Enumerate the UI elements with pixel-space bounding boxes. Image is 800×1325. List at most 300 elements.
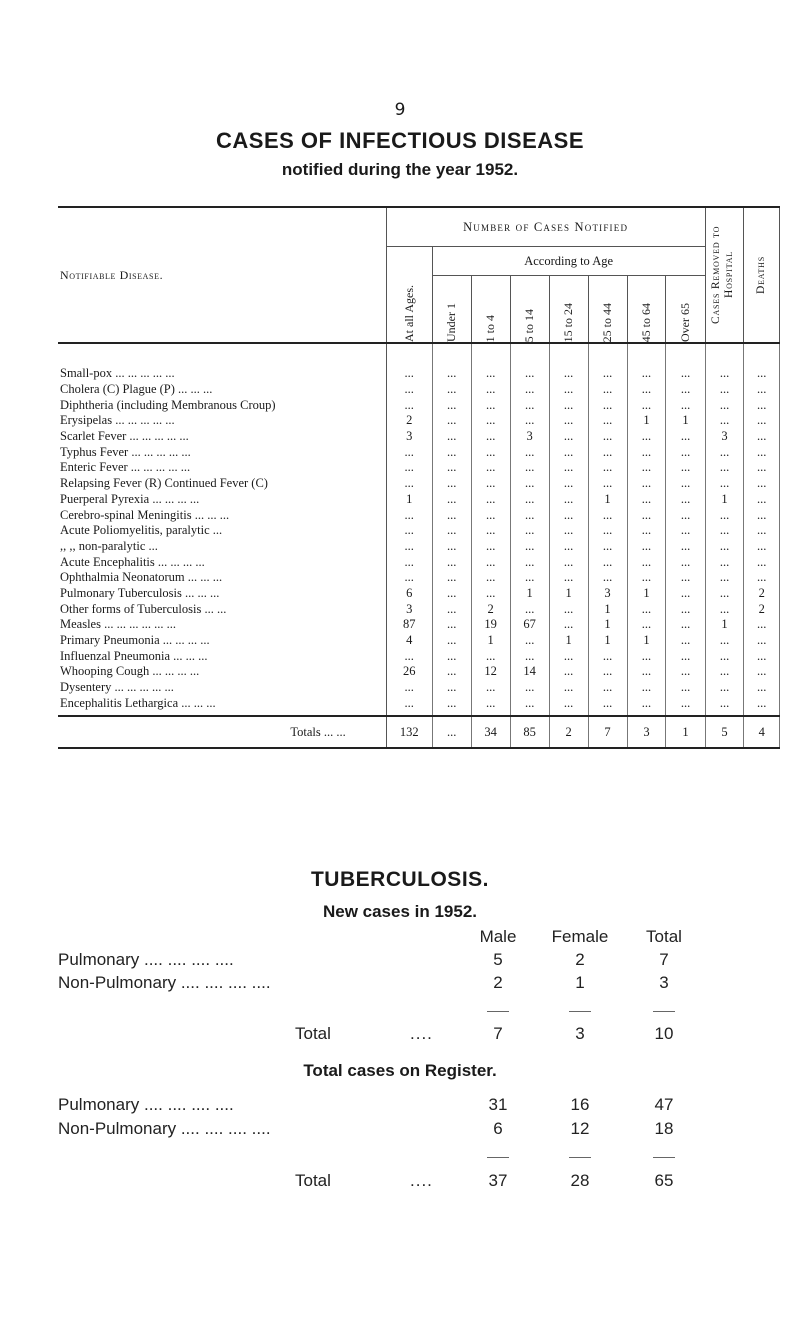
number-notified-header: Number of Cases Notified: [386, 207, 705, 247]
total-value: 10: [654, 1024, 674, 1043]
table-cell: ...: [705, 397, 744, 413]
totals-row: [58, 716, 780, 748]
table-cell: ...: [588, 648, 627, 664]
disease-name: Whooping Cough ... ... ... ...: [58, 664, 386, 680]
table-cell: ...: [588, 366, 627, 382]
table-cell: ...: [386, 648, 432, 664]
table-cell: ...: [744, 554, 780, 570]
table-cell: ...: [432, 617, 471, 633]
table-row: [58, 554, 780, 570]
table-cell: ...: [549, 680, 588, 696]
disease-name: Encephalitis Lethargica ... ... ...: [58, 695, 386, 716]
table-cell: ...: [432, 554, 471, 570]
disease-name: Small-pox ... ... ... ... ...: [58, 366, 386, 382]
table-cell: ...: [666, 554, 705, 570]
table-cell: ...: [386, 680, 432, 696]
table-cell: ...: [705, 366, 744, 382]
female-value: 2: [575, 950, 585, 969]
table-cell: ...: [510, 366, 549, 382]
table-cell: ...: [666, 382, 705, 398]
table-cell: ...: [705, 570, 744, 586]
table-cell: ...: [471, 648, 510, 664]
table-cell: 1: [588, 633, 627, 649]
table-cell: ...: [666, 444, 705, 460]
table-cell: ...: [705, 507, 744, 523]
age-band-label: 45 to 64: [638, 302, 653, 342]
table-cell: ...: [510, 695, 549, 716]
table-cell: ...: [666, 617, 705, 633]
male-value: 37: [488, 1171, 508, 1190]
table-cell: ...: [510, 460, 549, 476]
age-band-label: 25 to 44: [600, 302, 615, 342]
table-cell: ...: [705, 444, 744, 460]
table-row: [58, 586, 780, 602]
table-cell: ...: [666, 539, 705, 555]
sum-rule: [487, 1157, 509, 1158]
table-cell: ...: [549, 695, 588, 716]
disease-column-header: Notifiable Disease.: [58, 207, 386, 343]
table-cell: ...: [549, 648, 588, 664]
table-cell: ...: [705, 633, 744, 649]
table-cell: ...: [432, 444, 471, 460]
table-cell: ...: [627, 444, 666, 460]
table-cell: ...: [666, 570, 705, 586]
disease-name: Diphtheria (including Membranous Croup): [58, 397, 386, 413]
table-cell: ...: [386, 366, 432, 382]
notifiable-disease-table-wrap: [58, 206, 780, 749]
female-column-header: Female: [551, 927, 609, 946]
table-cell: ...: [549, 429, 588, 445]
table-cell: ...: [471, 507, 510, 523]
table-cell: ...: [386, 507, 432, 523]
total-value: 7: [659, 950, 669, 969]
table-cell: 1: [471, 633, 510, 649]
table-cell: 1: [549, 633, 588, 649]
table-cell: ...: [471, 680, 510, 696]
disease-name: ,, ,, non-paralytic ...: [58, 539, 386, 555]
new-pulmonary-row: [0, 950, 800, 974]
table-cell: ...: [549, 366, 588, 382]
table-cell: 14: [510, 664, 549, 680]
table-row: [58, 460, 780, 476]
table-row: [58, 413, 780, 429]
sum-rule: [653, 1157, 675, 1158]
male-value: 31: [488, 1095, 508, 1114]
leader-dots: ....: [410, 1171, 433, 1190]
table-cell: ...: [627, 382, 666, 398]
table-cell: 1: [386, 492, 432, 508]
table-cell: 3: [386, 429, 432, 445]
table-cell: ...: [705, 523, 744, 539]
age-band-header: [588, 276, 627, 344]
table-cell: ...: [432, 460, 471, 476]
table-cell: ...: [510, 570, 549, 586]
table-cell: 1: [666, 413, 705, 429]
table-cell: ...: [510, 476, 549, 492]
table-cell: 2: [744, 586, 780, 602]
table-cell: ...: [549, 382, 588, 398]
table-cell: ...: [666, 366, 705, 382]
new-total-row: [0, 1024, 800, 1048]
totals-cell: 2: [549, 716, 588, 748]
disease-name: Relapsing Fever (R) Continued Fever (C): [58, 476, 386, 492]
table-row: [58, 476, 780, 492]
table-cell: 4: [386, 633, 432, 649]
table-cell: ...: [386, 554, 432, 570]
disease-name: Acute Encephalitis ... ... ... ...: [58, 554, 386, 570]
table-cell: ...: [588, 460, 627, 476]
table-cell: ...: [627, 554, 666, 570]
totals-cell: 132: [386, 716, 432, 748]
female-value: 16: [570, 1095, 590, 1114]
table-cell: ...: [432, 633, 471, 649]
table-cell: ...: [666, 586, 705, 602]
table-cell: ...: [471, 413, 510, 429]
table-row: [58, 492, 780, 508]
new-cases-heading: New cases in 1952.: [322, 902, 478, 921]
table-cell: ...: [432, 680, 471, 696]
table-cell: ...: [386, 397, 432, 413]
total-label: Total: [295, 1024, 331, 1043]
table-cell: ...: [666, 492, 705, 508]
table-cell: ...: [510, 523, 549, 539]
table-spacer-row: [58, 343, 780, 366]
table-cell: 1: [510, 586, 549, 602]
table-cell: ...: [432, 476, 471, 492]
table-cell: ...: [432, 601, 471, 617]
age-band-label: Under 1: [444, 303, 459, 342]
table-cell: 26: [386, 664, 432, 680]
according-to-age-header: According to Age: [432, 247, 705, 276]
table-cell: ...: [386, 460, 432, 476]
total-label: Total: [295, 1171, 331, 1190]
table-cell: ...: [386, 539, 432, 555]
table-cell: ...: [510, 413, 549, 429]
table-cell: ...: [432, 492, 471, 508]
total-column-header: Total: [646, 927, 682, 946]
table-cell: ...: [744, 570, 780, 586]
table-cell: ...: [705, 460, 744, 476]
disease-name: Acute Poliomyelitis, paralytic ...: [58, 523, 386, 539]
total-value: 18: [654, 1119, 674, 1138]
table-cell: ...: [666, 601, 705, 617]
table-cell: ...: [471, 695, 510, 716]
table-cell: ...: [627, 476, 666, 492]
table-cell: ...: [744, 507, 780, 523]
table-cell: ...: [627, 570, 666, 586]
deaths-header-text: Deaths: [755, 256, 768, 294]
register-non-pulmonary-row: [0, 1119, 800, 1143]
table-cell: ...: [549, 617, 588, 633]
table-cell: ...: [627, 664, 666, 680]
age-band-label: 1 to 4: [483, 314, 498, 342]
age-band-header: [432, 276, 471, 344]
table-cell: ...: [510, 601, 549, 617]
total-value: 47: [654, 1095, 674, 1114]
totals-cell: 7: [588, 716, 627, 748]
table-cell: ...: [510, 633, 549, 649]
disease-name: Puerperal Pyrexia ... ... ... ...: [58, 492, 386, 508]
table-cell: ...: [549, 444, 588, 460]
disease-name: Measles ... ... ... ... ... ...: [58, 617, 386, 633]
age-band-header: [666, 276, 705, 344]
table-cell: ...: [705, 664, 744, 680]
table-cell: ...: [627, 648, 666, 664]
table-cell: ...: [744, 523, 780, 539]
table-cell: ...: [666, 695, 705, 716]
male-value: 2: [493, 973, 503, 992]
page-subtitle: notified during the year 1952.: [281, 160, 519, 179]
table-cell: ...: [549, 554, 588, 570]
table-cell: ...: [666, 507, 705, 523]
totals-cell: 34: [471, 716, 510, 748]
table-cell: ...: [386, 476, 432, 492]
table-cell: 3: [705, 429, 744, 445]
leader-dots: ....: [410, 1024, 433, 1043]
female-value: 12: [570, 1119, 590, 1138]
disease-name: Scarlet Fever ... ... ... ... ...: [58, 429, 386, 445]
new-non-pulmonary-row: [0, 973, 800, 997]
totals-cell: 3: [627, 716, 666, 748]
table-cell: ...: [744, 397, 780, 413]
table-row: [58, 664, 780, 680]
table-cell: ...: [666, 476, 705, 492]
age-band-label: 15 to 24: [561, 302, 576, 342]
table-cell: ...: [744, 648, 780, 664]
table-cell: ...: [588, 695, 627, 716]
table-row: [58, 617, 780, 633]
disease-name: Typhus Fever ... ... ... ... ...: [58, 444, 386, 460]
table-cell: ...: [705, 539, 744, 555]
table-cell: 67: [510, 617, 549, 633]
table-cell: ...: [471, 570, 510, 586]
table-cell: 1: [705, 492, 744, 508]
table-cell: ...: [627, 539, 666, 555]
table-cell: ...: [627, 397, 666, 413]
table-cell: 1: [549, 586, 588, 602]
table-cell: ...: [510, 680, 549, 696]
table-cell: ...: [510, 648, 549, 664]
table-cell: ...: [744, 429, 780, 445]
table-cell: ...: [471, 476, 510, 492]
table-cell: ...: [627, 507, 666, 523]
male-value: 5: [493, 950, 503, 969]
notifiable-disease-table: [58, 206, 780, 749]
table-cell: 1: [627, 586, 666, 602]
table-cell: ...: [627, 366, 666, 382]
removed-column-header: [705, 207, 744, 343]
totals-cell: 5: [705, 716, 744, 748]
table-cell: 12: [471, 664, 510, 680]
table-row: [58, 382, 780, 398]
table-cell: ...: [432, 429, 471, 445]
table-cell: ...: [744, 664, 780, 680]
table-cell: ...: [549, 539, 588, 555]
table-cell: ...: [432, 413, 471, 429]
male-column-header: Male: [479, 927, 517, 946]
age-band-header: [471, 276, 510, 344]
table-cell: ...: [432, 586, 471, 602]
total-value: 3: [659, 973, 669, 992]
table-cell: ...: [744, 492, 780, 508]
disease-name: Enteric Fever ... ... ... ... ...: [58, 460, 386, 476]
table-cell: ...: [432, 539, 471, 555]
table-row: [58, 601, 780, 617]
table-cell: ...: [588, 444, 627, 460]
table-cell: ...: [744, 460, 780, 476]
table-cell: ...: [432, 366, 471, 382]
sum-rule: [487, 1011, 509, 1012]
register-total-row: [0, 1171, 800, 1195]
table-cell: ...: [744, 633, 780, 649]
table-cell: ...: [471, 444, 510, 460]
table-cell: ...: [471, 366, 510, 382]
table-cell: ...: [705, 554, 744, 570]
table-cell: ...: [588, 680, 627, 696]
table-cell: ...: [744, 680, 780, 696]
table-cell: ...: [432, 648, 471, 664]
age-band-header: [549, 276, 588, 344]
table-cell: ...: [471, 429, 510, 445]
totals-cell: 85: [510, 716, 549, 748]
table-cell: ...: [744, 413, 780, 429]
table-row: [58, 507, 780, 523]
page-number: 9: [394, 100, 406, 120]
disease-name: Primary Pneumonia ... ... ... ...: [58, 633, 386, 649]
table-cell: 3: [588, 586, 627, 602]
table-cell: ...: [471, 586, 510, 602]
table-cell: 2: [386, 413, 432, 429]
sum-rule: [569, 1157, 591, 1158]
page-title: CASES OF INFECTIOUS DISEASE: [216, 128, 584, 153]
male-value: 7: [493, 1024, 503, 1043]
table-cell: 1: [588, 492, 627, 508]
table-cell: ...: [510, 492, 549, 508]
disease-name: Cholera (C) Plague (P) ... ... ...: [58, 382, 386, 398]
table-cell: ...: [666, 397, 705, 413]
table-cell: ...: [549, 664, 588, 680]
table-row: [58, 444, 780, 460]
table-cell: ...: [744, 617, 780, 633]
table-cell: ...: [744, 444, 780, 460]
table-row: [58, 633, 780, 649]
table-cell: ...: [432, 397, 471, 413]
table-cell: ...: [627, 523, 666, 539]
table-cell: ...: [386, 444, 432, 460]
disease-name: Erysipelas ... ... ... ... ...: [58, 413, 386, 429]
totals-cell: ...: [432, 716, 471, 748]
disease-name: Cerebro-spinal Meningitis ... ... ...: [58, 507, 386, 523]
table-cell: ...: [744, 539, 780, 555]
age-band-header: [627, 276, 666, 344]
table-cell: ...: [432, 664, 471, 680]
table-cell: ...: [588, 539, 627, 555]
row-label: Pulmonary .... .... .... ....: [58, 1095, 234, 1114]
table-cell: ...: [386, 695, 432, 716]
table-cell: ...: [627, 617, 666, 633]
table-cell: ...: [549, 507, 588, 523]
table-cell: ...: [588, 397, 627, 413]
table-row: [58, 570, 780, 586]
table-cell: ...: [627, 460, 666, 476]
table-cell: ...: [432, 507, 471, 523]
table-cell: ...: [386, 523, 432, 539]
table-cell: ...: [510, 397, 549, 413]
table-cell: 6: [386, 586, 432, 602]
totals-label: Totals ... ...: [58, 716, 386, 748]
table-row: [58, 429, 780, 445]
table-cell: ...: [588, 507, 627, 523]
table-cell: ...: [471, 539, 510, 555]
table-cell: ...: [588, 523, 627, 539]
table-cell: ...: [705, 413, 744, 429]
table-cell: ...: [588, 554, 627, 570]
table-cell: ...: [471, 460, 510, 476]
totals-cell: 1: [666, 716, 705, 748]
table-cell: 1: [705, 617, 744, 633]
disease-name: Ophthalmia Neonatorum ... ... ...: [58, 570, 386, 586]
table-cell: ...: [744, 695, 780, 716]
table-row: [58, 366, 780, 382]
table-cell: ...: [510, 539, 549, 555]
table-cell: ...: [549, 460, 588, 476]
table-cell: ...: [666, 429, 705, 445]
age-band-header: [510, 276, 549, 344]
table-cell: ...: [627, 492, 666, 508]
table-cell: ...: [471, 382, 510, 398]
table-cell: 2: [744, 601, 780, 617]
table-cell: ...: [666, 648, 705, 664]
disease-name: Other forms of Tuberculosis ... ...: [58, 601, 386, 617]
table-cell: 87: [386, 617, 432, 633]
table-cell: ...: [627, 680, 666, 696]
row-label: Non-Pulmonary .... .... .... ....: [58, 1119, 271, 1138]
table-cell: 1: [588, 617, 627, 633]
age-band-label: 5 to 14: [522, 308, 537, 342]
table-row: [58, 680, 780, 696]
table-cell: ...: [549, 523, 588, 539]
female-value: 28: [570, 1171, 590, 1190]
table-cell: ...: [627, 429, 666, 445]
table-cell: ...: [510, 444, 549, 460]
female-value: 3: [575, 1024, 585, 1043]
table-cell: ...: [705, 476, 744, 492]
table-cell: ...: [549, 397, 588, 413]
table-cell: ...: [744, 382, 780, 398]
table-cell: ...: [666, 633, 705, 649]
table-cell: ...: [432, 695, 471, 716]
table-cell: ...: [744, 476, 780, 492]
table-cell: ...: [386, 382, 432, 398]
disease-name: Pulmonary Tuberculosis ... ... ...: [58, 586, 386, 602]
table-cell: 1: [627, 633, 666, 649]
table-cell: ...: [588, 664, 627, 680]
table-cell: ...: [549, 601, 588, 617]
table-cell: ...: [588, 429, 627, 445]
table-cell: ...: [705, 601, 744, 617]
table-cell: ...: [744, 366, 780, 382]
tuberculosis-title: TUBERCULOSIS.: [310, 868, 489, 891]
age-band-label: Over 65: [678, 303, 692, 342]
deaths-column-header: [744, 207, 780, 343]
table-cell: ...: [705, 382, 744, 398]
table-cell: ...: [510, 507, 549, 523]
register-pulmonary-row: [0, 1095, 800, 1119]
female-value: 1: [575, 973, 585, 992]
table-cell: ...: [666, 664, 705, 680]
table-cell: ...: [510, 554, 549, 570]
tb-column-headers: [0, 927, 800, 951]
